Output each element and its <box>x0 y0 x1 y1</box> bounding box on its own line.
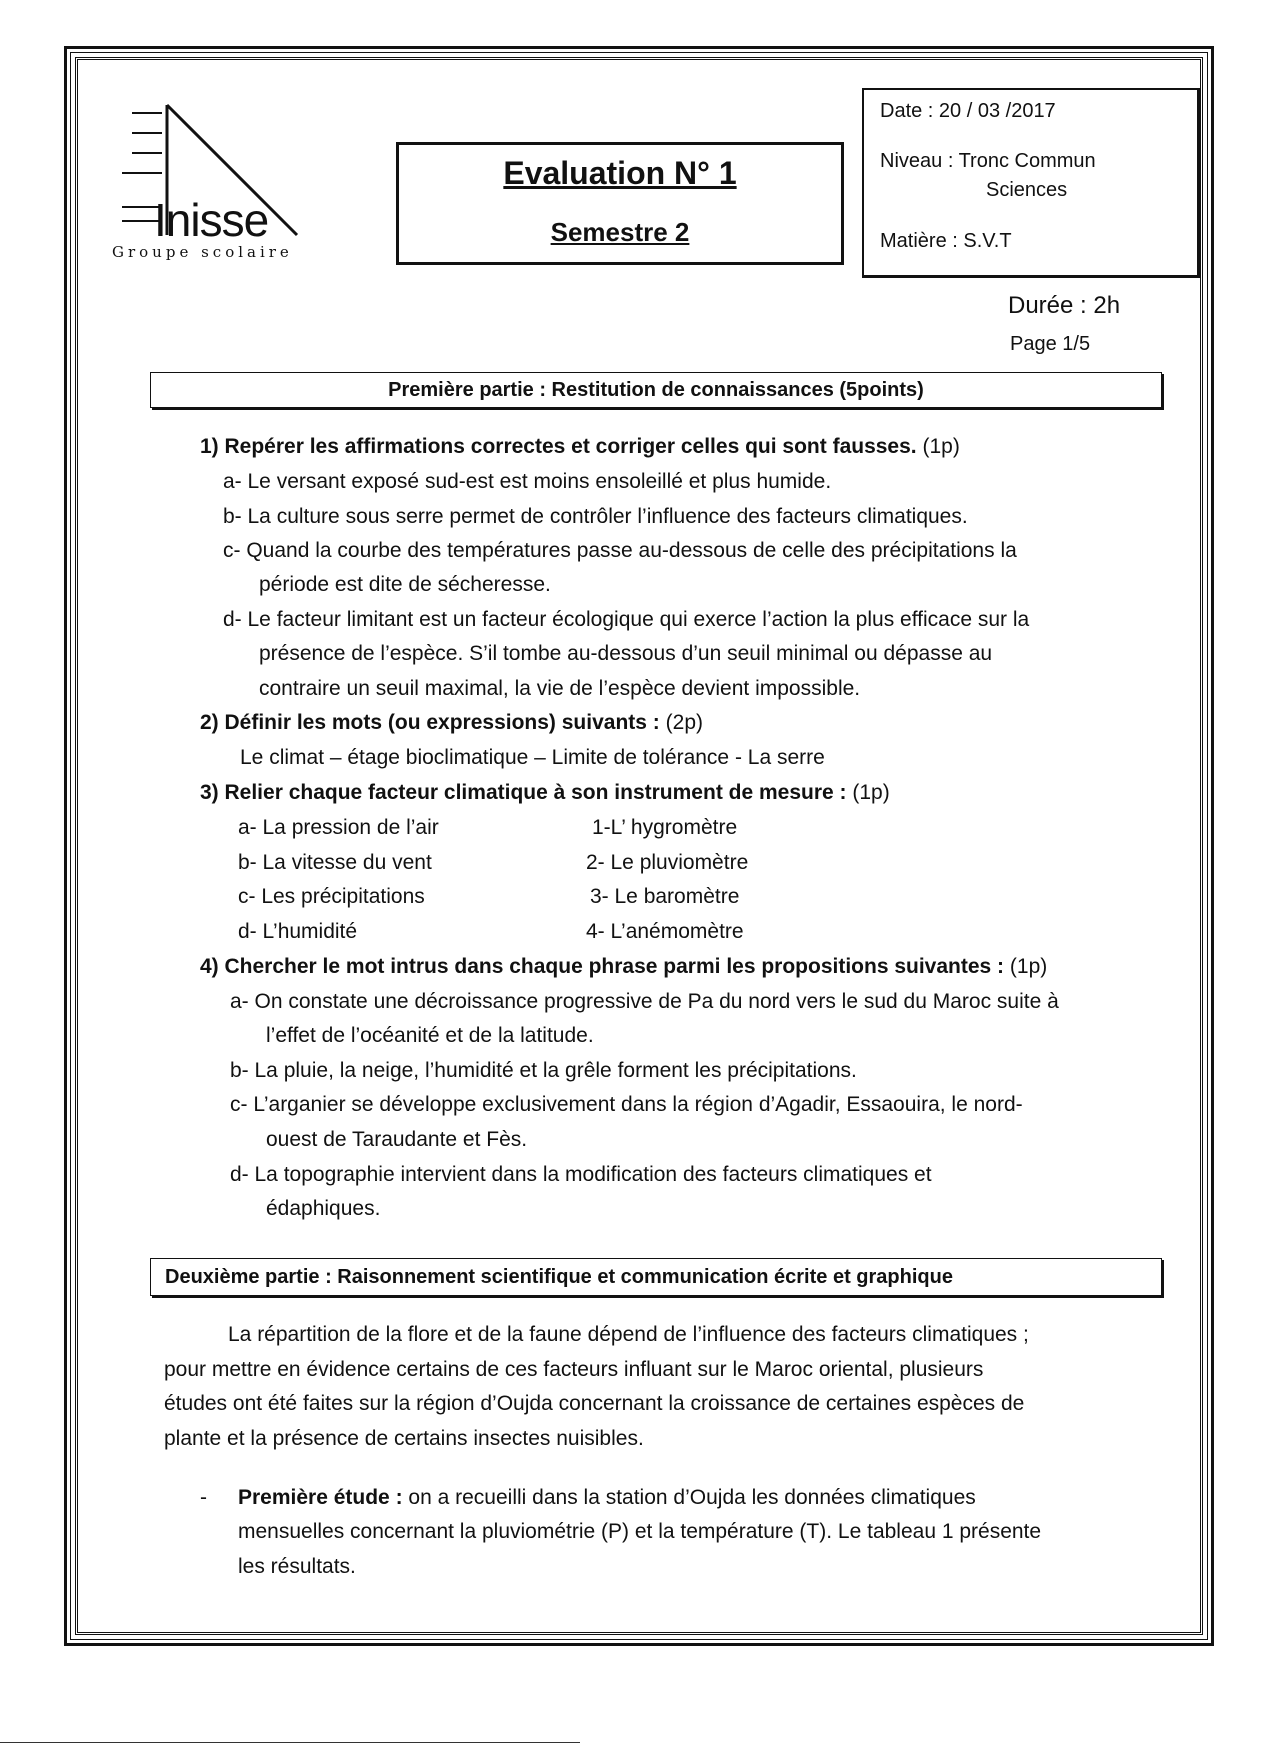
part1-header: Première partie : Restitution de connaissances (5points) <box>150 372 1162 408</box>
info-box <box>862 88 1200 278</box>
logo-name: Inisse <box>154 194 269 246</box>
q1-item-c-cont: période est dite de sécheresse. <box>259 573 551 596</box>
q4-item-c-cont: ouest de Taraudante et Fès. <box>266 1128 528 1151</box>
q4-item-b: b- La pluie, la neige, l’humidité et la grêle forment les précipitations. <box>230 1059 857 1082</box>
q3-factor-b: b- La vitesse du vent <box>238 851 432 874</box>
question-4-title: 4) Chercher le mot intrus dans chaque phrase parmi les propositions suivantes : <box>200 955 1005 978</box>
question-1-title: 1) Repérer les affirmations correctes et corriger celles qui sont fausses. <box>200 435 917 458</box>
study1-line-3: les résultats. <box>238 1555 356 1578</box>
q3-instrument-1: 1-L’ hygromètre <box>592 816 738 839</box>
question-1-points: (1p) <box>922 435 960 458</box>
study1-first-line <box>238 1486 976 1510</box>
matiere-label: Matière : S.V.T <box>880 230 1012 252</box>
niveau-label: Niveau : Tronc Commun <box>880 150 1096 172</box>
q1-item-c: c- Quand la courbe des températures passe au-dessous de celle des précipitations la <box>223 539 1017 562</box>
q1-item-d: d- Le facteur limitant est un facteur écologique qui exerce l’action la plus efficace sur la <box>223 608 1030 631</box>
question-3-points: (1p) <box>852 781 890 804</box>
q3-factor-c: c- Les précipitations <box>238 885 425 908</box>
date-label: Date : 20 / 03 /2017 <box>880 100 1056 122</box>
q4-item-a: a- On constate une décroissance progressive de Pa du nord vers le sud du Maroc suite à <box>230 990 1059 1013</box>
semester-title: Semestre 2 <box>550 217 690 247</box>
part2-intro-line-3: études ont été faites sur la région d’Oujda concernant la croissance de certaines espèces de <box>164 1392 1025 1415</box>
question-3-title: 3) Relier chaque facteur climatique à son instrument de mesure : <box>200 781 847 804</box>
q1-item-d-cont1: présence de l’espèce. S’il tombe au-dessous d’un seuil minimal ou dépasse au <box>259 642 993 665</box>
study1-bullet: - <box>200 1486 207 1509</box>
q4-item-c: c- L’arganier se développe exclusivement dans la région d’Agadir, Essaouira, le nord- <box>230 1093 1023 1116</box>
q3-instrument-2: 2- Le pluviomètre <box>586 851 749 874</box>
q4-item-d-cont: édaphiques. <box>266 1197 381 1220</box>
question-1 <box>200 435 960 459</box>
question-4 <box>200 955 1047 979</box>
study1-label: Première étude : <box>238 1486 403 1509</box>
study1-line-2: mensuelles concernant la pluviométrie (P) et la température (T). Le tableau 1 présente <box>238 1520 1042 1543</box>
page-number: Page 1/5 <box>1010 333 1091 355</box>
q1-item-b: b- La culture sous serre permet de contrôler l’influence des facteurs climatiques. <box>223 505 968 528</box>
part2-intro-line-4: plante et la présence de certains insectes nuisibles. <box>164 1427 644 1450</box>
part2-header: Deuxième partie : Raisonnement scientifique et communication écrite et graphique <box>150 1258 1162 1296</box>
school-logo <box>112 95 322 270</box>
q3-factor-d: d- L’humidité <box>238 920 358 943</box>
q3-factor-a: a- La pression de l’air <box>238 816 439 839</box>
question-2-title: 2) Définir les mots (ou expressions) suivants : <box>200 711 660 734</box>
study1-line-1: on a recueilli dans la station d’Oujda les données climatiques <box>408 1486 976 1509</box>
q4-item-d: d- La topographie intervient dans la modification des facteurs climatiques et <box>230 1163 932 1186</box>
q4-item-a-cont: l’effet de l’océanité et de la latitude. <box>266 1024 594 1047</box>
scan-edge-line <box>0 1742 580 1743</box>
title-box <box>396 142 844 265</box>
q1-item-a: a- Le versant exposé sud-est est moins ensoleillé et plus humide. <box>223 470 832 493</box>
question-3 <box>200 781 890 805</box>
part2-intro-line-1: La répartition de la flore et de la faune dépend de l’influence des facteurs climatiques ; <box>228 1323 1029 1346</box>
niveau-label-line2: Sciences <box>986 179 1068 201</box>
q2-terms: Le climat – étage bioclimatique – Limite de tolérance - La serre <box>240 746 825 769</box>
q1-item-d-cont2: contraire un seuil maximal, la vie de l’espèce devient impossible. <box>259 677 861 700</box>
evaluation-title: Evaluation N° 1 <box>503 155 737 191</box>
part2-intro-line-2: pour mettre en évidence certains de ces facteurs influant sur le Maroc oriental, plusieurs <box>164 1358 984 1381</box>
question-2 <box>200 711 703 735</box>
question-4-points: (1p) <box>1009 955 1048 978</box>
logo-caption: Groupe scolaire <box>112 243 293 261</box>
q3-instrument-4: 4- L’anémomètre <box>586 920 744 943</box>
question-2-points: (2p) <box>665 711 703 734</box>
q3-instrument-3: 3- Le baromètre <box>590 885 740 908</box>
duration: Durée : 2h <box>1008 292 1121 319</box>
